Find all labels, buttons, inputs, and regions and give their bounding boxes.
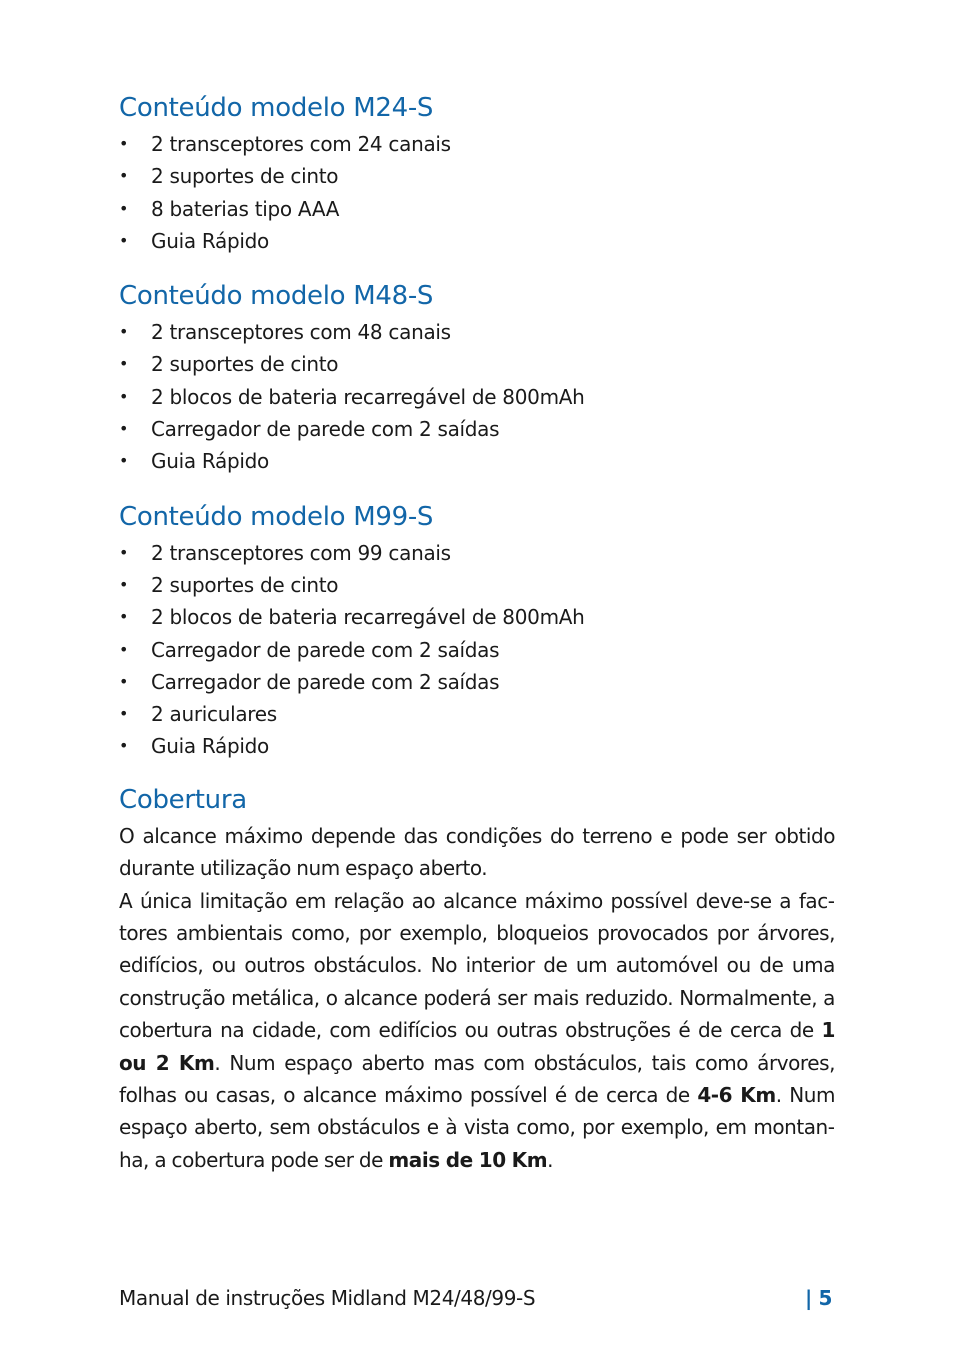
list-item [119, 569, 835, 601]
spacer [119, 478, 835, 497]
list-item [119, 601, 835, 633]
spacer [119, 763, 835, 780]
list-item-text: 2 suportes de cinto [151, 572, 339, 597]
list-item-text: 2 blocos de bateria recarregável de 800mAh [151, 605, 585, 630]
page-footer [119, 1282, 835, 1314]
list-item-text: Guia Rápido [151, 449, 269, 474]
list-item [119, 225, 835, 257]
list-item-text: Carregador de parede com 2 saídas [151, 669, 500, 694]
paragraph-text: A única limitação em relação ao alcance máximo possível deve-se a factores ambientais como, por exemplo, bloqueios provocados por árvores, edifícios, ou outros obstáculos. No interior de um automóvel ou de uma construção metálica, o alcance poderá ser mais reduzido. Normalmente, a cobertura na cidade, com edifícios ou outras obstruções é de cerca de [119, 888, 835, 1043]
section-title-coverage: Cobertura [119, 784, 247, 815]
spacer [119, 257, 835, 276]
list-item [119, 537, 835, 569]
range-obstacles: 4-6 Km [697, 1083, 776, 1107]
paragraph-text: . Num espaço aberto, sem obstáculos e à vista como, por exemplo, em montanha, a cobertura pode ser de [119, 1083, 835, 1172]
bullet-icon: • [119, 736, 129, 756]
bullet-icon: • [119, 419, 129, 439]
bullet-icon: • [119, 386, 129, 406]
list-item [119, 413, 835, 445]
list-item [119, 698, 835, 730]
bullet-icon: • [119, 574, 129, 594]
list-item-text: 2 transceptores com 24 canais [151, 132, 451, 156]
list-item [119, 348, 835, 380]
contents-list-m99 [119, 537, 835, 763]
bullet-icon: • [119, 542, 129, 562]
list-item [119, 445, 835, 477]
list-item [119, 193, 835, 225]
bullet-icon: • [119, 639, 129, 659]
paragraph-text: . Num espaço aberto mas com obstáculos, tais como árvores, folhas ou casas, o alcance máximo possível é de cerca de [119, 1050, 835, 1107]
bullet-icon: • [119, 322, 129, 342]
list-item-text: 2 suportes de cinto [151, 352, 339, 377]
list-item-text: 2 transceptores com 99 canais [151, 540, 451, 565]
list-item-text: 8 baterias tipo AAA [151, 196, 340, 221]
list-item [119, 160, 835, 192]
bullet-icon: • [119, 134, 129, 153]
list-item-text: 2 suportes de cinto [151, 164, 339, 189]
list-item-text: Guia Rápido [151, 734, 269, 759]
list-item-text: Guia Rápido [151, 228, 269, 253]
section-title-m24: Conteúdo modelo M24-S [119, 93, 434, 123]
coverage-paragraph-1: O alcance máximo depende das condições do terreno e pode ser obtido durante utilização num espaço aberto. [119, 823, 835, 881]
list-item [119, 666, 835, 698]
list-item [119, 128, 835, 160]
list-item [119, 316, 835, 348]
bullet-icon: • [119, 198, 129, 218]
list-item-text: Carregador de parede com 2 saídas [151, 417, 500, 442]
list-item-text: Carregador de parede com 2 saídas [151, 637, 500, 662]
bullet-icon: • [119, 671, 129, 691]
list-item [119, 634, 835, 666]
page-content [119, 88, 835, 1176]
bullet-icon: • [119, 451, 129, 471]
bullet-icon: • [119, 704, 129, 724]
contents-list-m48 [119, 316, 835, 477]
list-item [119, 381, 835, 413]
manual-title: Manual de instruções Midland M24/48/99-S [119, 1286, 536, 1310]
bullet-icon: • [119, 166, 129, 186]
bullet-icon: • [119, 230, 129, 250]
coverage-paragraph-2 [119, 885, 835, 1177]
page-number: | 5 [805, 1286, 832, 1310]
bullet-icon: • [119, 607, 129, 627]
paragraph-text: . [547, 1147, 554, 1172]
range-open: mais de 10 Km [388, 1147, 548, 1172]
range-city: 1 ou 2 Km [119, 1018, 835, 1075]
contents-list-m24 [119, 128, 835, 257]
list-item-text: 2 blocos de bateria recarregável de 800mAh [151, 384, 585, 409]
list-item [119, 730, 835, 762]
bullet-icon: • [119, 354, 129, 374]
section-title-m99: Conteúdo modelo M99-S [119, 501, 434, 532]
list-item-text: 2 auriculares [151, 702, 277, 727]
list-item-text: 2 transceptores com 48 canais [151, 320, 451, 345]
section-title-m48: Conteúdo modelo M48-S [119, 281, 434, 312]
